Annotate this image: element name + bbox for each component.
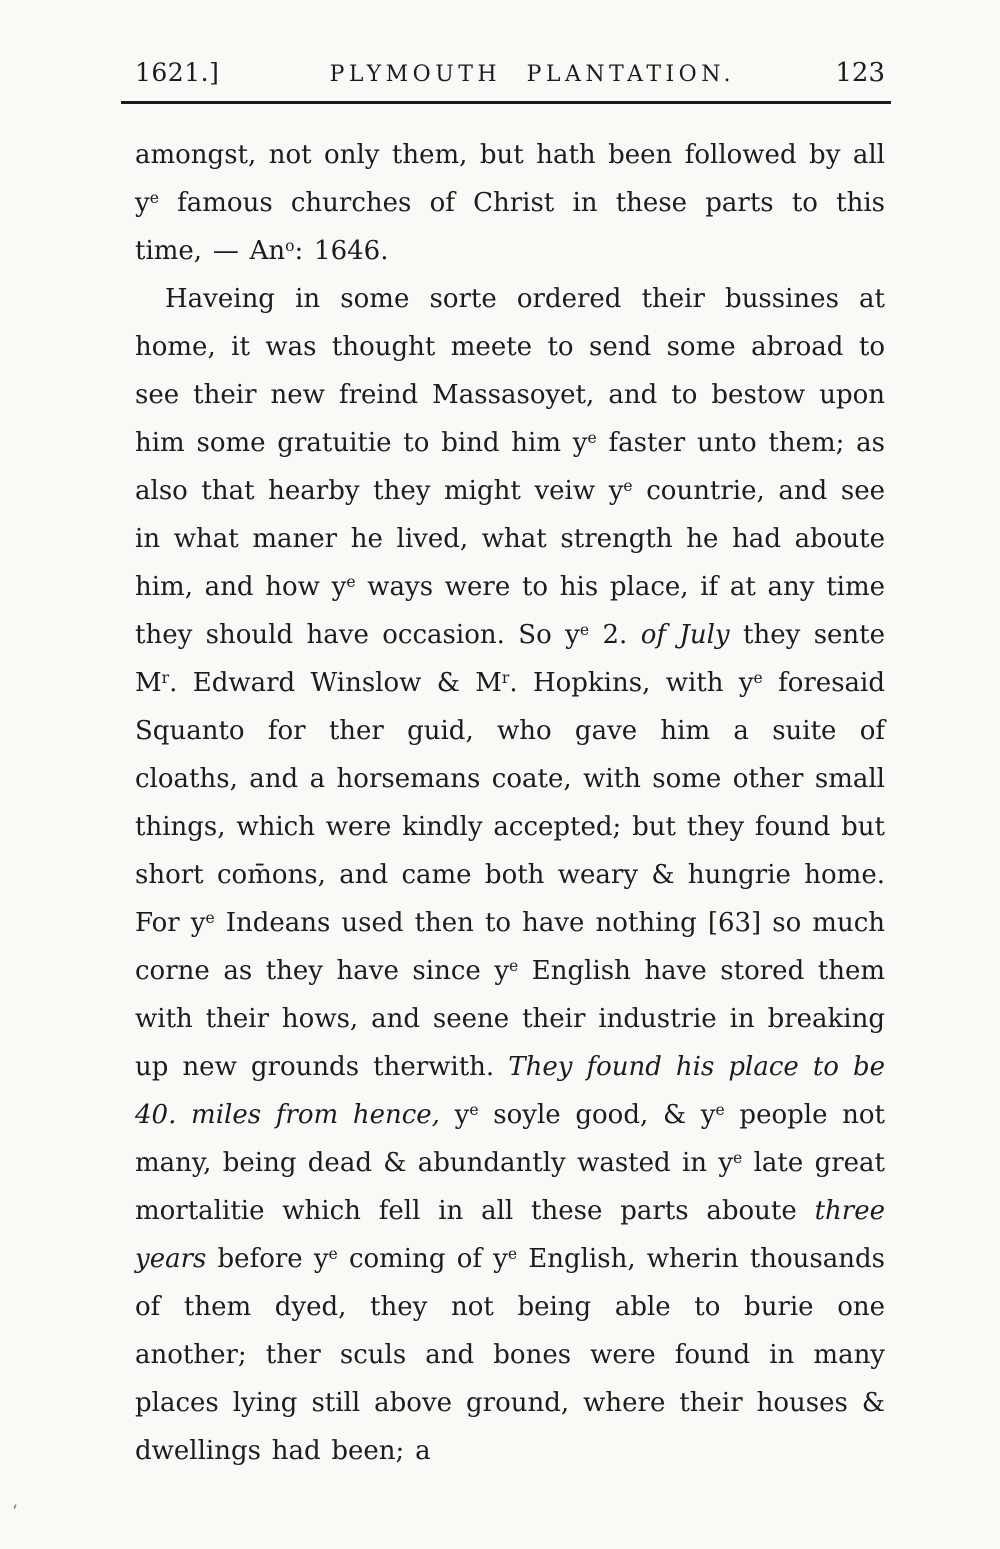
text-run: y (439, 1100, 470, 1130)
header-page-number: 123 (835, 58, 885, 88)
italic-run: They found his place to be 40. miles from hence, (135, 1052, 886, 1130)
superscript-run: r (161, 668, 170, 687)
text-run: . Edward Winslow & M (169, 668, 502, 698)
text-run: ways were to his place, if at any time they should have occasion. So y (135, 572, 885, 650)
text-run: they sente M (135, 620, 886, 698)
text-run: English have stored them with their hows, and seene their industrie in breaking up new grounds therwith. (135, 956, 886, 1082)
print-artifact-mark: ‘ (12, 1502, 18, 1522)
superscript-run: e (623, 476, 633, 495)
text-run: . Hopkins, with y (509, 668, 754, 698)
superscript-run: e (753, 668, 763, 687)
paragraph (135, 131, 885, 275)
superscript-run: e (507, 1244, 518, 1263)
text-run: 2. (589, 620, 641, 650)
superscript-run: e (579, 620, 590, 639)
text-run: : 1646. (294, 236, 389, 266)
body-text (135, 131, 885, 1475)
header-year: 1621.] (135, 58, 220, 87)
superscript-run: e (205, 908, 215, 927)
superscript-run: e (328, 1244, 338, 1263)
text-run: English, wherin thousands of them dyed, they not being able to burie one another; ther sculs and bones were found in many places lying still above ground, where their houses & dwellings had been; a (135, 1244, 885, 1466)
text-run: before y (206, 1244, 329, 1274)
superscript-run: r (501, 668, 510, 687)
running-head (135, 58, 885, 88)
text-run: late great mortalitie which fell in all these parts aboute (135, 1148, 885, 1226)
text-run: amongst, not only them, but hath been followed by all y (135, 140, 885, 218)
superscript-run: e (587, 428, 597, 447)
text-run: famous churches of Christ in these parts to this time, — An (135, 188, 885, 266)
superscript-run: e (346, 572, 356, 591)
header-title: PLYMOUTH PLANTATION. (329, 62, 736, 87)
paragraph (135, 275, 885, 1475)
superscript-run: e (733, 1148, 743, 1167)
text-run: countrie, and see in what maner he lived, what strength he had aboute him, and how y (135, 476, 885, 602)
text-run: Haveing in some sorte ordered their bussines at home, it was thought meete to send some abroad to see their new freind Massasoyet, and to bestow upon him some gratuitie to bind him y (135, 284, 885, 458)
text-run: coming of y (337, 1244, 508, 1274)
text-run: Indeans used then to have nothing [63] so much corne as they have since y (135, 908, 885, 986)
italic-run: three years (135, 1196, 885, 1274)
text-run: foresaid Squanto for ther guid, who gave him a suite of cloaths, and a horsemans coate, with some other small things, which were kindly accepted; but they found but short com̄ons, and came both weary & hungrie home. For y (135, 668, 885, 938)
italic-run: of July (640, 620, 730, 650)
header-rule (121, 101, 891, 104)
superscript-run: e (469, 1100, 479, 1119)
superscript-run: e (509, 956, 519, 975)
text-run: faster unto them; as also that hearby they might veiw y (135, 428, 885, 506)
text-run: soyle good, & y (478, 1100, 716, 1130)
text-run: people not many, being dead & abundantly wasted in y (135, 1100, 886, 1178)
superscript-run: e (715, 1100, 725, 1119)
superscript-run: e (149, 188, 159, 207)
superscript-run: o (285, 236, 295, 255)
